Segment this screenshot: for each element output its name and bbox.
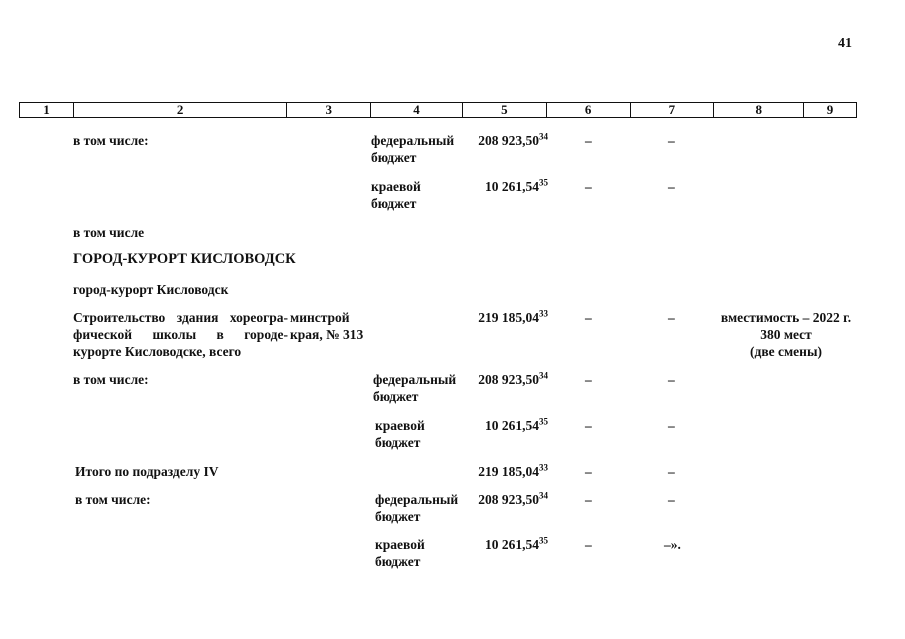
funding-source xyxy=(371,132,454,166)
amount-value: 208 923,50 xyxy=(478,372,539,387)
amount-value: 10 261,54 xyxy=(485,179,539,194)
header-col-1: 1 xyxy=(20,103,74,117)
row-label: в том числе: xyxy=(73,372,149,387)
capacity-note xyxy=(706,309,866,360)
funding-source-line: краевой xyxy=(375,418,425,433)
amount xyxy=(463,371,548,388)
dash-col-7: – xyxy=(668,179,675,194)
word: городе- xyxy=(244,327,288,342)
amount-value: 219 185,04 xyxy=(478,310,539,325)
dash-col-6: – xyxy=(585,492,592,507)
footnote-ref: 33 xyxy=(539,308,548,319)
funding-source-line: бюджет xyxy=(375,435,421,450)
word: Строительство xyxy=(73,310,166,325)
amount xyxy=(463,417,548,434)
table-header xyxy=(19,102,857,118)
capacity-line: (две смены) xyxy=(750,344,822,359)
project-description xyxy=(73,309,288,360)
word: здания xyxy=(176,310,219,325)
footnote-ref: 33 xyxy=(539,462,548,473)
amount-value: 10 261,54 xyxy=(485,418,539,433)
header-col-2: 2 xyxy=(74,103,287,117)
closing-quote: –». xyxy=(664,537,681,552)
funding-source xyxy=(373,371,456,405)
project-line xyxy=(73,309,288,326)
funding-source-line: федеральный xyxy=(375,492,459,507)
footnote-ref: 35 xyxy=(539,177,548,188)
funding-source-line: бюджет xyxy=(371,196,417,211)
project-line: курорте Кисловодске, всего xyxy=(73,344,242,359)
amount xyxy=(463,178,548,195)
subtotal-label: Итого по подразделу IV xyxy=(75,464,219,479)
dash-col-6: – xyxy=(585,537,592,552)
funding-source-line: краевой xyxy=(375,537,425,552)
amount-value: 10 261,54 xyxy=(485,537,539,552)
amount-value: 208 923,50 xyxy=(478,133,539,148)
amount-value: 208 923,50 xyxy=(478,492,539,507)
header-col-7: 7 xyxy=(631,103,715,117)
header-col-8: 8 xyxy=(714,103,804,117)
dash-col-6: – xyxy=(585,310,592,325)
ministry-line: минстрой xyxy=(290,310,350,325)
ministry xyxy=(290,309,363,343)
amount xyxy=(463,309,548,326)
dash-col-7: – xyxy=(668,372,675,387)
header-col-5: 5 xyxy=(463,103,547,117)
section-title: ГОРОД-КУРОРТ КИСЛОВОДСК xyxy=(73,251,296,267)
amount xyxy=(463,463,548,480)
header-col-9: 9 xyxy=(826,102,834,117)
funding-source-line: федеральный xyxy=(373,372,457,387)
funding-source xyxy=(371,178,421,212)
funding-source-line: бюджет xyxy=(375,509,421,524)
header-col-4: 4 xyxy=(371,103,463,117)
word: в xyxy=(216,327,224,342)
footnote-ref: 34 xyxy=(539,490,548,501)
dash-col-7: – xyxy=(668,310,675,325)
funding-source-line: бюджет xyxy=(373,389,419,404)
dash-col-7: – xyxy=(668,464,675,479)
ministry-line: края, № 313 xyxy=(290,327,364,342)
footnote-ref: 34 xyxy=(539,131,548,142)
row-label: в том числе: xyxy=(75,492,151,507)
dash-col-7: – xyxy=(668,418,675,433)
footnote-ref: 35 xyxy=(539,416,548,427)
funding-source-line: бюджет xyxy=(371,150,417,165)
dash-col-6: – xyxy=(585,464,592,479)
word: школы xyxy=(152,327,197,342)
project-line xyxy=(73,326,288,343)
page-number: 41 xyxy=(838,36,852,51)
header-col-3: 3 xyxy=(287,103,371,117)
amount xyxy=(463,132,548,149)
capacity-line: вместимость – 2022 г. xyxy=(720,310,852,325)
amount xyxy=(463,491,548,508)
footnote-ref: 35 xyxy=(539,535,548,546)
dash-col-7: – xyxy=(668,492,675,507)
section-subtitle: город-курорт Кисловодск xyxy=(73,282,229,297)
dash-col-6: – xyxy=(585,372,592,387)
capacity-line: 380 мест xyxy=(760,327,812,342)
funding-source xyxy=(375,491,458,525)
dash-col-7: – xyxy=(668,133,675,148)
row-label: в том числе xyxy=(73,225,145,240)
dash-col-6: – xyxy=(585,179,592,194)
amount xyxy=(463,536,548,553)
funding-source xyxy=(375,536,425,570)
funding-source xyxy=(375,417,425,451)
funding-source-line: бюджет xyxy=(375,554,421,569)
footnote-ref: 34 xyxy=(539,370,548,381)
word: фической xyxy=(73,327,133,342)
row-label: в том числе: xyxy=(73,133,149,148)
funding-source-line: краевой xyxy=(371,179,421,194)
dash-col-6: – xyxy=(585,133,592,148)
dash-col-6: – xyxy=(585,418,592,433)
amount-value: 219 185,04 xyxy=(478,464,539,479)
word: хореогра- xyxy=(229,310,288,325)
header-col-6: 6 xyxy=(547,103,631,117)
funding-source-line: федеральный xyxy=(371,133,455,148)
